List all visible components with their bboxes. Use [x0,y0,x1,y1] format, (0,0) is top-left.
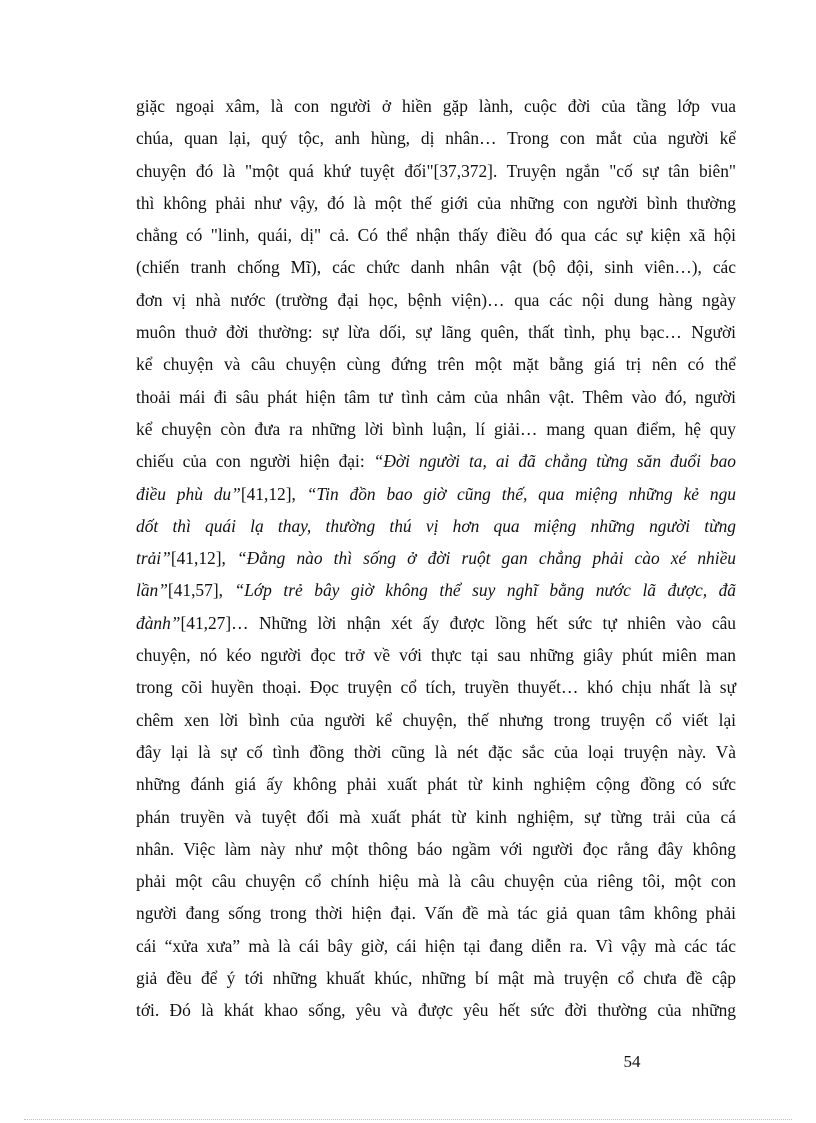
text-line: chúa, quan lại, quý tộc, anh hùng, dị nhân… Trong con mắt của người kể [136,128,736,149]
text-line: đây lại là sự cố tình đồng thời cũng là nét đặc sắc của loại truyện này. Và [136,741,736,762]
text-line: giặc ngoại xâm, là con người ở hiền gặp lành, cuộc đời của tầng lớp vua [136,96,736,116]
text-line: đành”[41,27]… Những lời nhận xét ấy được lồng hết sức tự nhiên vào câu [136,612,736,633]
text-line: tới. Đó là khát khao sống, yêu và được yêu hết sức đời thường của những [136,1000,736,1021]
text-line: lần”[41,57], “Lớp trẻ bây giờ không thể suy nghĩ bằng nước lã được, đã [136,580,736,601]
body-text [136,90,736,1027]
text-line: chiếu của con người hiện đại: “Đời người ta, ai đã chẳng từng săn đuổi bao [136,451,737,472]
text-line: chêm xen lời bình của người kể chuyện, thế nhưng trong truyện cổ viết lại [136,709,736,730]
text-line: nhân. Việc làm này như một thông báo ngầm với người đọc rằng đây không [136,838,736,859]
text-line: những đánh giá ấy không phải xuất phát từ kinh nghiệm cộng đồng có sức [136,774,736,795]
text-line: thì không phải như vậy, đó là một thế giới của những con người bình thường [136,192,736,213]
text-line: trong cõi huyền thoại. Đọc truyện cổ tích, truyền thuyết… khó chịu nhất là sự [136,677,736,698]
text-line: điều phù du”[41,12], “Tin đồn bao giờ cũng thế, qua miệng những kẻ ngu [136,483,736,504]
text-line: kể chuyện và câu chuyện cùng đứng trên một mặt bằng giá trị nên có thể [136,354,736,375]
text-line: trải”[41,12], “Đằng nào thì sống ở đời ruột gan chẳng phải cào xé nhiều [136,548,736,569]
text-line: phán truyền và tuyệt đối mà xuất phát từ kinh nghiệm, sự từng trải của cá [136,806,736,827]
text-line: giả đều để ý tới những khuất khúc, những bí mật mà truyện cổ chưa đề cập [136,968,736,989]
page-number: 54 [623,1052,641,1071]
text-line: (chiến tranh chống Mĩ), các chức danh nhân vật (bộ đội, sinh viên…), các [136,257,736,278]
text-line: cái “xửa xưa” mà là cái bây giờ, cái hiện tại đang diễn ra. Vì vậy mà các tác [136,935,736,956]
text-line: dốt thì quái lạ thay, thường thú vị hơn qua miệng những người từng [136,515,736,536]
text-line: chuyện đó là "một quá khứ tuyệt đối"[37,372]. Truyện ngắn "cố sự tân biên" [136,160,736,181]
text-line: người đang sống trong thời hiện đại. Vấn đề mà tác giả quan tâm không phải [136,903,736,924]
text-line: kể chuyện còn đưa ra những lời bình luận, lí giải… mang quan điểm, hệ quy [136,418,736,439]
text-line: chuyện, nó kéo người đọc trở về với thực tại sau những giây phút miên man [136,645,736,666]
text-line: đơn vị nhà nước (trường đại học, bệnh viện)… qua các nội dung hàng ngày [136,289,736,310]
text-line: chẳng có "linh, quái, dị" cả. Có thể nhận thấy điều đó qua các sự kiện xã hội [136,225,736,246]
footer-divider [24,1119,792,1120]
text-line: muôn thuở đời thường: sự lừa dối, sự lãng quên, thất tình, phụ bạc… Người [136,322,736,343]
text-line: thoải mái đi sâu phát hiện tâm tư tình cảm của nhân vật. Thêm vào đó, người [136,386,736,407]
text-line: phải một câu chuyện cổ chính hiệu mà là câu chuyện của riêng tôi, một con [136,871,736,892]
